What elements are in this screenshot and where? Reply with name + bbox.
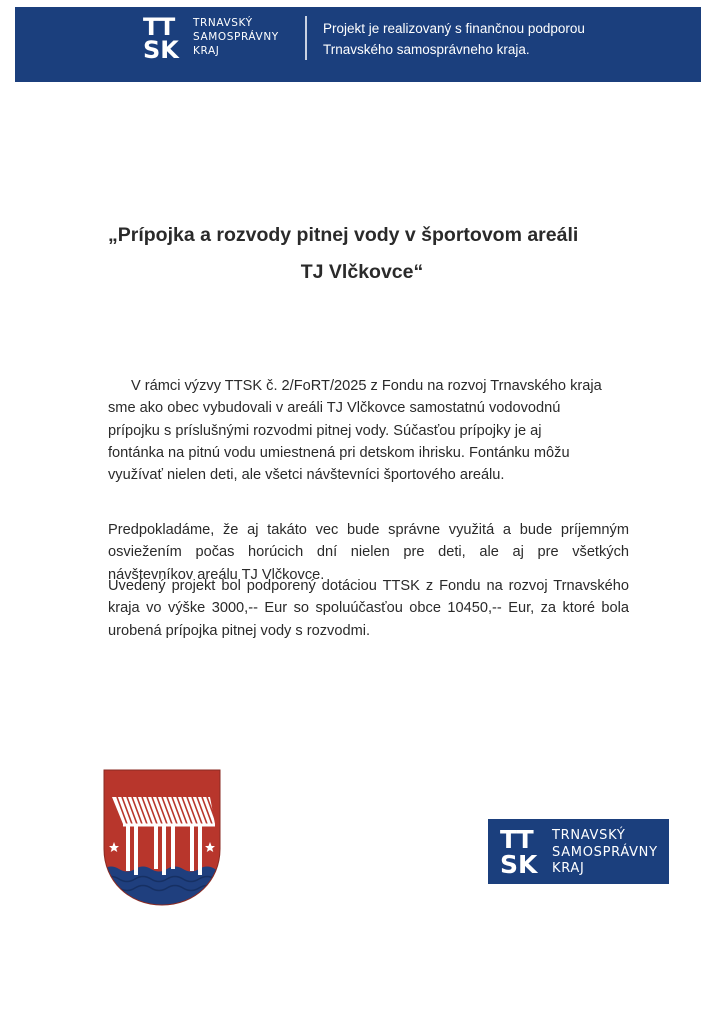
paragraph-1-line: V rámci výzvy TTSK č. 2/FoRT/2025 z Fondu na rozvoj Trnavského kraja (131, 378, 602, 394)
document-title-line2: TJ Vlčkovce“ (300, 261, 424, 283)
logo-word-1: TRNAVSKÝ (552, 828, 626, 843)
logo-mark-line2: SK (500, 850, 538, 879)
paragraph-1-line: sme ako obec vybudovali v areáli TJ Vlčkovce samostatnú vodovodnú (108, 400, 561, 417)
coat-of-arms-icon (103, 769, 221, 907)
header-banner (15, 7, 701, 82)
paragraph-3 (108, 575, 629, 642)
ttsk-footer-logo (488, 819, 669, 884)
funding-line-1: Projekt je realizovaný s finančnou podporou (323, 21, 585, 36)
logo-word-1: TRNAVSKÝ (193, 17, 253, 29)
document-title-line1: „Prípojka a rozvody pitnej vody v športovom areáli (108, 224, 579, 246)
ttsk-logo-words (193, 16, 279, 58)
paragraph-1 (108, 375, 629, 486)
funding-line-2: Trnavského samosprávneho kraja. (323, 42, 530, 57)
logo-mark-line2: SK (143, 36, 179, 64)
logo-word-2: SAMOSPRÁVNY (552, 844, 658, 860)
paragraph-2-line: Predpokladáme, že aj takáto vec bude správne využitá a bude príjemným (108, 522, 629, 538)
paragraph-3-line: urobená prípojka pitnej vody s rozvodmi. (108, 622, 371, 639)
paragraph-1-line: fontánka na pitnú vodu umiestnená pri detskom ihrisku. Fontánku môžu (108, 444, 570, 461)
ttsk-logo-mark (143, 15, 179, 62)
ttsk-logo-mark (500, 827, 537, 877)
banner-divider (305, 16, 307, 60)
paragraph-3-line: kraja vo výške 3000,-- Eur so spoluúčasťou obce 10450,-- Eur, za ktoré bola (108, 600, 629, 617)
paragraph-1-line: využívať nielen deti, ale všetci návštevníci športového areálu. (108, 467, 505, 484)
logo-mark-line1: TT (500, 825, 533, 854)
paragraph-3-line: Uvedený projekt bol podporený dotáciou TTSK z Fondu na rozvoj Trnavského (108, 578, 629, 594)
logo-word-3: KRAJ (193, 45, 220, 57)
logo-word-2: SAMOSPRÁVNY (193, 31, 279, 43)
paragraph-1-line: prípojku s príslušnými rozvodmi pitnej vody. Súčasťou prípojky je aj (108, 422, 542, 439)
paragraph-2-line: návštevníkov areálu TJ Vlčkovce. (108, 566, 325, 583)
ttsk-logo-words (552, 828, 658, 878)
logo-mark-line1: TT (143, 13, 175, 41)
logo-word-3: KRAJ (552, 861, 585, 876)
paragraph-2-line: osviežením počas horúcich dní nielen pre deti, ale aj pre všetkých (108, 544, 629, 561)
funding-statement (323, 18, 585, 60)
